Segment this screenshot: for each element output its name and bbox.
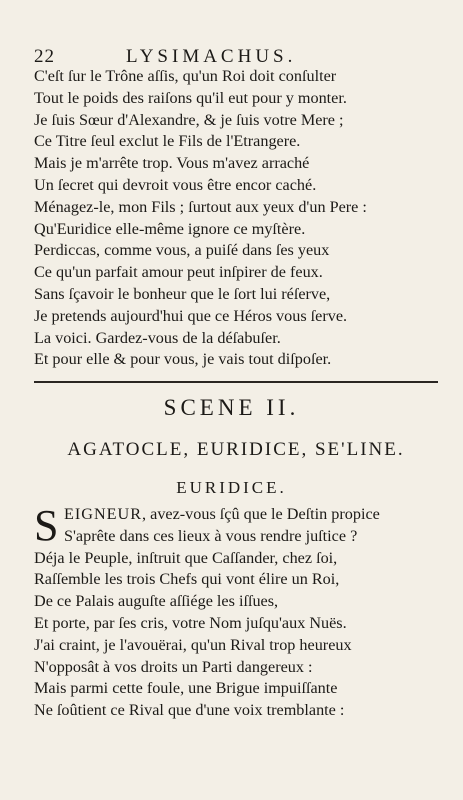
verse-block-bottom — [34, 501, 434, 722]
verse-line: Ce Titre ſeul exclut le Fils de l'Etrangere. — [34, 132, 301, 151]
first-word: EIGNEUR — [64, 505, 143, 523]
verse-line: Déja le Peuple, inſtruit que Caſſander, chez ſoi, — [34, 548, 338, 567]
verse-line: S'aprête dans ces lieux à vous rendre juſtice ? — [64, 526, 358, 545]
verse-line: Et pour elle & pour vous, je vais tout diſpoſer. — [34, 350, 332, 369]
verse-line: Sans ſçavoir le bonheur que le ſort lui réſerve, — [34, 284, 331, 303]
verse-line: Je pretends aujourd'hui que ce Héros vous ſerve. — [34, 306, 348, 325]
verse-line: Un ſecret qui devroit vous être encor caché. — [34, 175, 317, 194]
drop-cap: S — [34, 501, 59, 550]
scene-title: SCENE II. — [163, 395, 300, 420]
verse-line: Mais parmi cette foule, une Brigue impuiſſante — [34, 679, 338, 698]
verse-line: Ne ſoûtient ce Rival que d'une voix tremblante : — [34, 701, 345, 720]
speaker-name: EURIDICE. — [176, 478, 287, 497]
first-line-rest: , avez-vous ſçû que le Deſtin propice — [142, 505, 380, 523]
verse-line: Raſſemble les trois Chefs qui vont élire un Roi, — [34, 570, 340, 589]
verse-line: Qu'Euridice elle-même ignore ce myſtère. — [34, 219, 306, 238]
verse-block-top — [34, 66, 434, 371]
verse-line: Tout le poids des raiſons qu'il eut pour y monter. — [34, 88, 347, 107]
verse-line: Perdiccas, comme vous, a puiſé dans ſes yeux — [34, 241, 330, 260]
verse-line: Ce qu'un parfait amour peut inſpirer de feux. — [34, 263, 323, 282]
verse-line: Et porte, par ſes cris, votre Nom juſqu'aux Nuës. — [34, 613, 347, 632]
page-number: 22 — [34, 46, 55, 67]
section-divider — [34, 381, 438, 383]
running-title: LYSIMACHUS. — [126, 46, 297, 67]
verse-line: Mais je m'arrête trop. Vous m'avez arraché — [34, 154, 310, 173]
verse-line: Je ſuis Sœur d'Alexandre, & je ſuis votre Mere ; — [34, 110, 344, 129]
verse-line: Ménagez-le, mon Fils ; ſurtout aux yeux d'un Pere : — [34, 197, 367, 216]
verse-line: J'ai craint, je l'avouërai, qu'un Rival trop heureux — [34, 635, 352, 654]
verse-line: De ce Palais auguſte aſſiége les iſſues, — [34, 592, 279, 611]
scene-characters: AGATOCLE, EURIDICE, SE'LINE. — [67, 439, 405, 460]
verse-line: La voici. Gardez-vous de la déſabuſer. — [34, 328, 281, 347]
verse-line: N'opposât à vos droits un Parti dangereux : — [34, 657, 313, 676]
verse-line: C'eſt ſur le Trône aſſis, qu'un Roi doit conſulter — [34, 67, 337, 85]
